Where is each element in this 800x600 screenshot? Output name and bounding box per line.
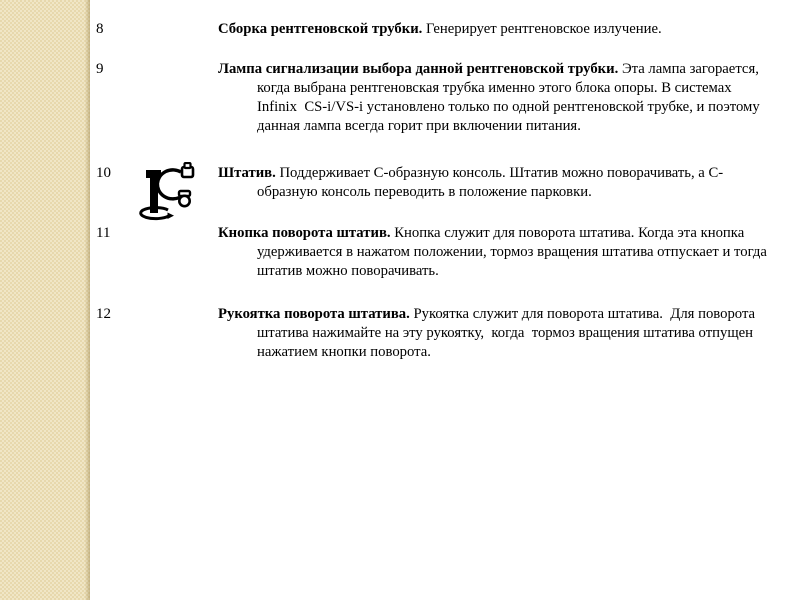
sidebar-texture <box>0 0 90 600</box>
item-heading: Штатив. <box>218 165 276 181</box>
item-description: Эта лампа загорается, когда выбрана рентгеновская трубка именно этого блока опоры. В системах Infinix CS-i/VS-i установлено только по одной рентгеновской трубке, и поэтому данная лампа всегда горит при включении питания. <box>257 61 760 134</box>
item-row <box>90 224 775 281</box>
item-text <box>218 164 775 202</box>
item-heading: Лампа сигнализации выбора данной рентгеновской трубки. <box>218 61 619 77</box>
item-number-cell <box>90 60 218 136</box>
item-row <box>90 60 775 136</box>
content-area <box>90 0 800 600</box>
item-row <box>90 164 775 202</box>
item-heading: Кнопка поворота штатив. <box>218 225 391 241</box>
item-number-cell <box>90 224 218 281</box>
item-text <box>218 224 775 281</box>
item-number-cell <box>90 305 218 362</box>
c-arm-stand-icon <box>138 162 200 222</box>
item-row <box>90 20 775 39</box>
item-number: 12 <box>96 306 111 322</box>
item-number: 11 <box>96 225 111 241</box>
item-description: Поддерживает C-образную консоль. Штатив можно поворачивать, а C-образную консоль переводить в положение парковки. <box>257 165 724 200</box>
item-text <box>218 305 775 362</box>
item-heading: Сборка рентгеновской трубки. <box>218 21 423 37</box>
item-number: 8 <box>96 21 104 37</box>
item-description: Генерирует рентгеновское излучение. <box>426 21 662 37</box>
item-description: Рукоятка служит для поворота штатива. Для поворота штатива нажимайте на эту рукоятку, когда тормоз вращения штатива отпущен нажатием кнопки поворота. <box>257 306 756 360</box>
item-text <box>218 20 775 39</box>
item-text <box>218 60 775 136</box>
item-row <box>90 305 775 362</box>
item-number-cell <box>90 20 218 39</box>
item-description: Кнопка служит для поворота штатива. Когда эта кнопка удерживается в нажатом положении, тормоз вращения штатива отпускает и тогда штатив можно поворачивать. <box>257 225 767 279</box>
item-heading: Рукоятка поворота штатива. <box>218 306 410 322</box>
item-number-cell <box>90 164 218 202</box>
item-number: 10 <box>96 165 111 181</box>
item-number: 9 <box>96 61 104 77</box>
